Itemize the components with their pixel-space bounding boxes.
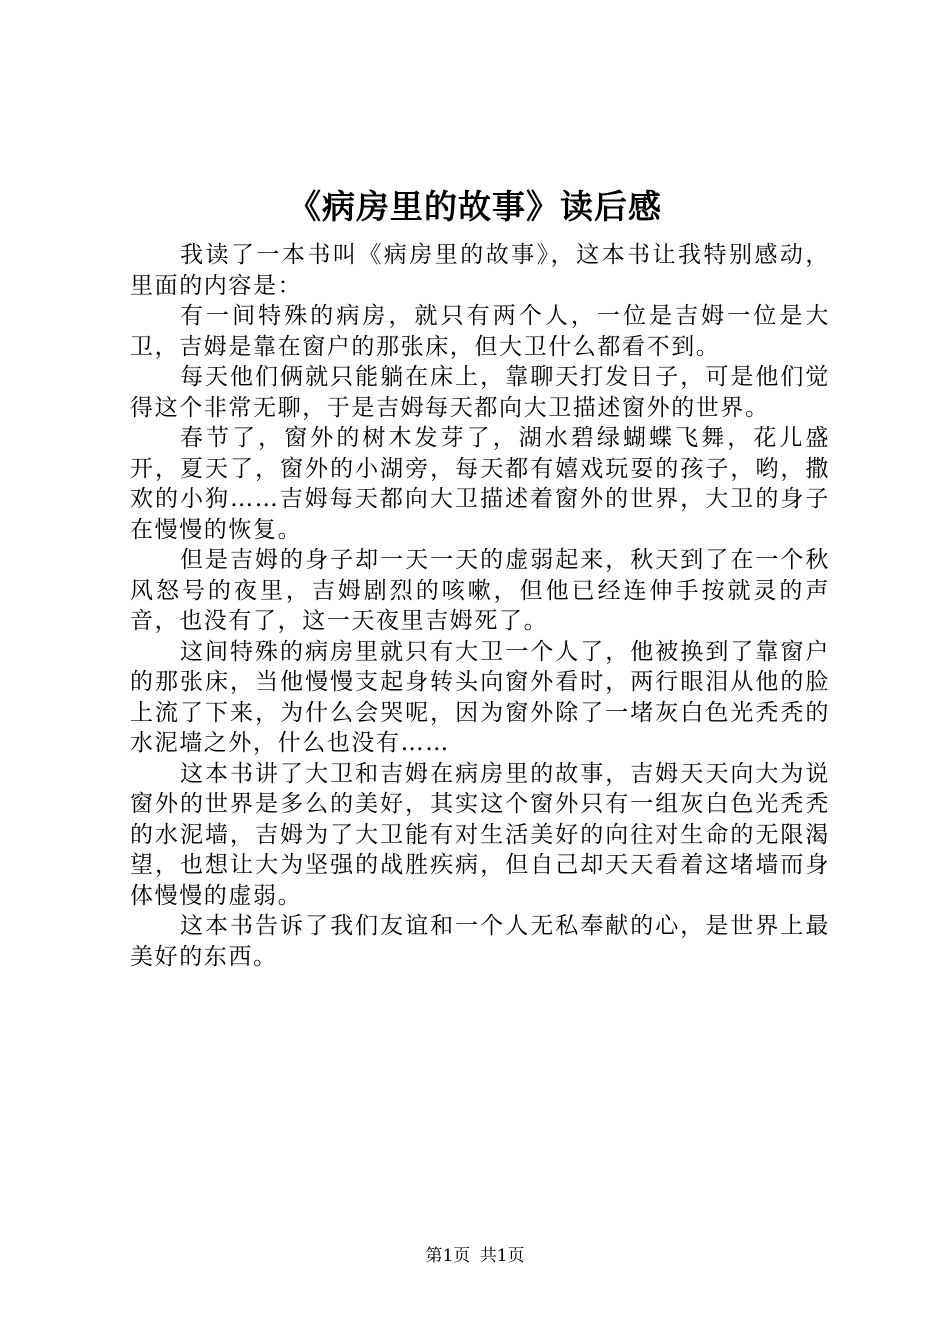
- page-footer: [0, 1244, 950, 1268]
- paragraph: 这间特殊的病房里就只有大卫一个人了，他被换到了靠窗户的那张床，当他慢慢支起身转头向窗外看时，两行眼泪从他的脸上流了下来，为什么会哭呢，因为窗外除了一堵灰白色光秃秃的水泥墙之外，什么也没有……: [130, 638, 830, 756]
- page-number: 第1页: [425, 1246, 471, 1266]
- document-body: [130, 240, 830, 972]
- paragraph: 春节了，窗外的树木发芽了，湖水碧绿蝴蝶飞舞，花儿盛开，夏天了，窗外的小湖旁，每天都有嬉戏玩耍的孩子，哟，撒欢的小狗……吉姆每天都向大卫描述着窗外的世界，大卫的身子在慢慢的恢复。: [130, 425, 830, 543]
- paragraph: 这本书讲了大卫和吉姆在病房里的故事，吉姆天天向大为说窗外的世界是多么的美好，其实这个窗外只有一组灰白色光秃秃的水泥墙，吉姆为了大卫能有对生活美好的向往对生命的无限渴望，也想让大为坚强的战胜疾病，但自己却天天看着这堵墙而身体慢慢的虚弱。: [130, 760, 830, 909]
- paragraph: 每天他们俩就只能躺在床上，靠聊天打发日子，可是他们觉得这个非常无聊，于是吉姆每天都向大卫描述窗外的世界。: [130, 364, 830, 421]
- paragraph: 有一间特殊的病房，就只有两个人，一位是吉姆一位是大卫，吉姆是靠在窗户的那张床，但大卫什么都看不到。: [130, 303, 830, 360]
- paragraph: 这本书告诉了我们友谊和一个人无私奉献的心，是世界上最美好的东西。: [130, 913, 830, 970]
- page-total: 共1页: [479, 1246, 525, 1266]
- paragraph: 我读了一本书叫《病房里的故事》，这本书让我特别感动，里面的内容是：: [130, 242, 830, 299]
- paragraph: 但是吉姆的身子却一天一天的虚弱起来，秋天到了在一个秋风怒号的夜里，吉姆剧烈的咳嗽，但他已经连伸手按就灵的声音，也没有了，这一天夜里吉姆死了。: [130, 547, 830, 634]
- document-title: 《病房里的故事》读后感: [288, 187, 662, 226]
